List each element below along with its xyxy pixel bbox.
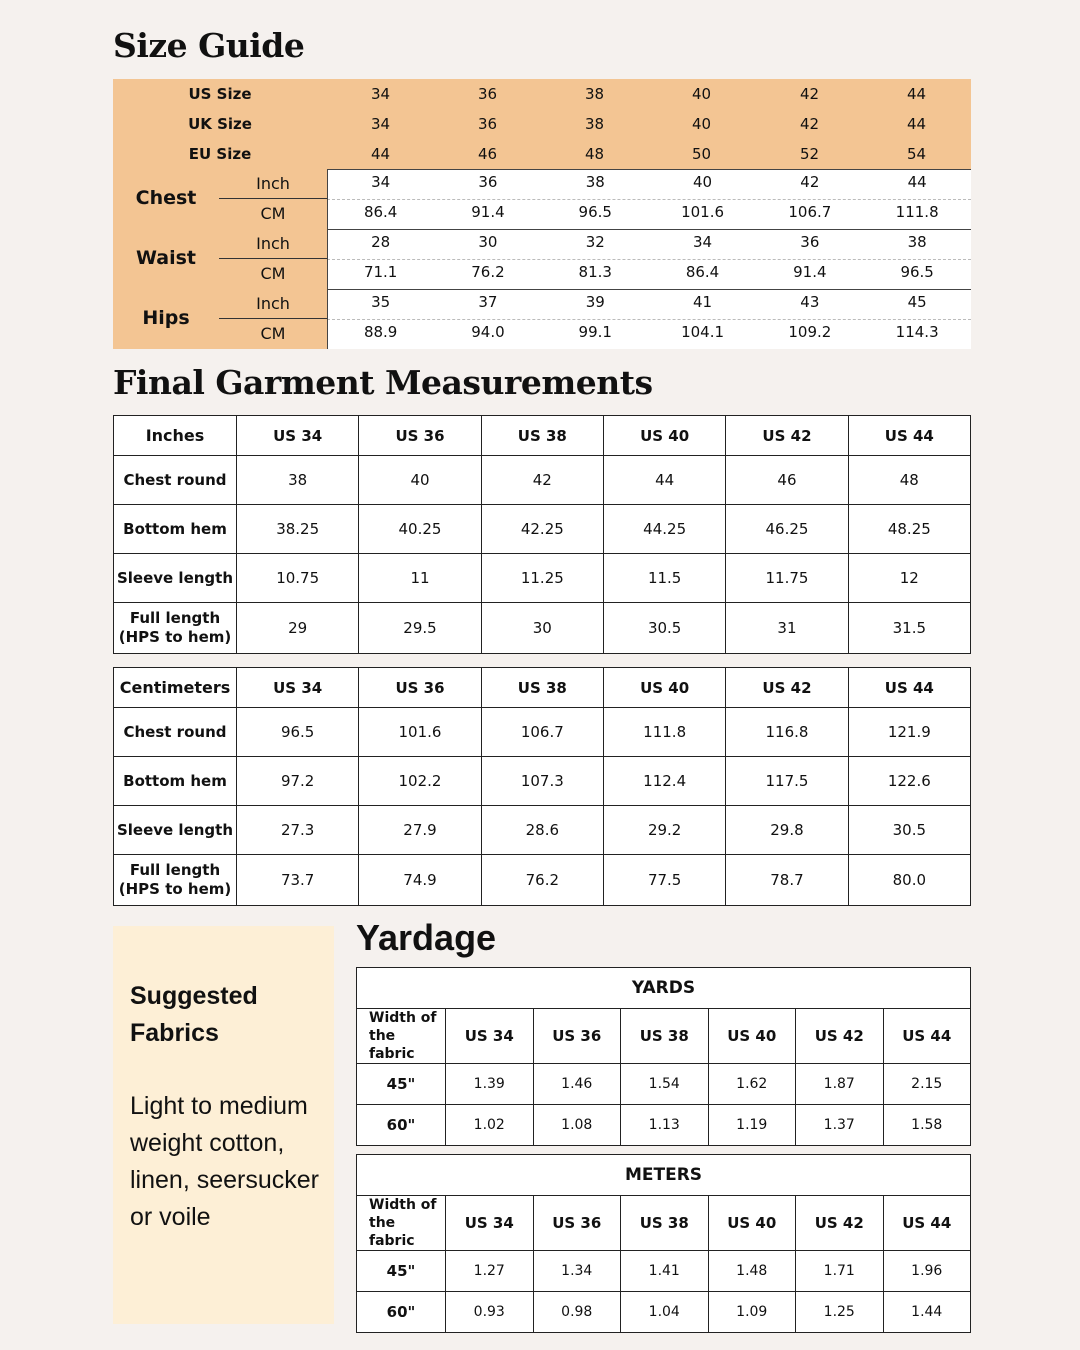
yardage-cell: 1.58 [883,1105,971,1146]
measurement-cell: 96.5 [237,708,359,757]
yardage-cell: 1.46 [533,1064,621,1105]
cm-value: 109.2 [788,323,832,341]
yardage-cell: 0.98 [533,1292,621,1333]
row-divider [327,259,971,260]
table-row [114,505,971,554]
suggested-fabrics-title [130,978,330,1052]
measurement-cell: 107.3 [481,757,603,806]
row-divider [327,319,971,320]
row-label-line: Bottom hem [123,519,227,538]
size-value: 40 [691,85,712,103]
measurement-cell: 42.25 [481,505,603,554]
row-label-line: (HPS to hem) [118,628,232,646]
width-label-line: the fabric [369,1215,415,1249]
measurement-cell: 74.9 [359,855,481,906]
garment-measurements-title: Final Garment Measurements [113,363,653,402]
row-label [114,806,237,855]
cm-value: 104.1 [681,323,725,341]
size-header: US 40 [603,416,725,456]
inch-value: 45 [907,293,927,311]
inch-value: 36 [478,173,498,191]
yardage-title: Yardage [356,917,497,958]
size-value: 42 [799,115,820,133]
inch-value: 30 [478,233,498,251]
column-divider [327,229,328,289]
width-of-fabric-label [357,1009,446,1064]
row-label-line: Full length [129,609,221,627]
row-label-line: Full length [129,861,221,879]
size-header: US 34 [446,1196,534,1251]
measurement-cell: 101.6 [359,708,481,757]
yardage-cell: 1.13 [621,1105,709,1146]
measurement-cell: 10.75 [237,554,359,603]
measurement-cell: 97.2 [237,757,359,806]
inch-value: 40 [692,173,713,191]
size-value: 34 [370,85,391,103]
centimeters-measurement-table [113,667,971,906]
cm-value: 96.5 [900,263,934,281]
measurement-cell: 106.7 [481,708,603,757]
size-header: US 40 [603,668,725,708]
inch-value: 34 [692,233,713,251]
measurement-cell: 102.2 [359,757,481,806]
measurement-cell: 29.2 [603,806,725,855]
table-corner-label: Inches [114,416,237,456]
group-divider [327,229,971,230]
width-of-fabric-label [357,1196,446,1251]
cm-value: 94.0 [471,323,505,341]
measurement-cell: 78.7 [726,855,848,906]
size-value: 34 [370,115,391,133]
table-row [114,757,971,806]
size-guide-table [113,79,971,349]
size-header: US 44 [883,1009,971,1064]
fabric-width-label: 45" [357,1251,446,1292]
size-header: US 40 [708,1196,796,1251]
cm-value: 76.2 [471,263,505,281]
group-divider [327,289,971,290]
table-corner-label: Centimeters [114,668,237,708]
row-label [114,855,237,906]
measurement-group [113,289,971,349]
size-system-label: UK Size [188,115,252,133]
size-header-row [113,79,971,109]
row-label-line: Chest round [123,722,227,741]
size-value: 38 [584,115,605,133]
measurement-cell: 46 [726,456,848,505]
size-header: US 42 [796,1196,884,1251]
row-label-line: (HPS to hem) [118,880,232,898]
inch-value: 41 [692,293,713,311]
size-value: 38 [584,85,605,103]
table-row [114,806,971,855]
yards-table [356,967,971,1146]
group-name: Hips [142,307,190,329]
table-row [357,1064,971,1105]
size-value: 50 [691,145,712,163]
measurement-cell: 38.25 [237,505,359,554]
size-header: US 38 [621,1009,709,1064]
yardage-cell: 1.09 [708,1292,796,1333]
yardage-cell: 1.19 [708,1105,796,1146]
inch-value: 36 [800,233,820,251]
suggested-fabrics-text: Light to medium weight cotton, linen, seersucker or voile [130,1092,319,1231]
yardage-cell: 1.41 [621,1251,709,1292]
cm-value: 81.3 [578,263,612,281]
measurement-cell: 38 [237,456,359,505]
inch-value: 43 [800,293,820,311]
size-header: US 38 [621,1196,709,1251]
inch-value: 38 [585,173,605,191]
column-divider [327,169,328,229]
row-label [114,708,237,757]
measurement-cell: 11.25 [481,554,603,603]
size-header: US 42 [726,668,848,708]
row-label [114,554,237,603]
meters-table [356,1154,971,1333]
measurement-cell: 116.8 [726,708,848,757]
fabric-width-label: 60" [357,1105,446,1146]
measurement-cell: 48 [848,456,970,505]
measurement-cell: 122.6 [848,757,970,806]
inches-measurement-table [113,415,971,654]
size-header: US 34 [446,1009,534,1064]
fabric-width-label: 45" [357,1064,446,1105]
yards-caption: YARDS [357,968,971,1009]
row-label [114,757,237,806]
inch-value: 38 [907,233,927,251]
yardage-cell: 1.39 [446,1064,534,1105]
size-header: US 36 [533,1196,621,1251]
fabrics-title-line: Suggested [130,982,258,1010]
table-row [114,456,971,505]
suggested-fabrics-panel [113,926,334,1324]
cm-value: 96.5 [578,203,612,221]
size-header: US 44 [883,1196,971,1251]
size-header: US 36 [533,1009,621,1064]
yardage-cell: 1.62 [708,1064,796,1105]
measurement-cell: 30.5 [848,806,970,855]
cm-value: 114.3 [895,323,939,341]
size-value: 36 [477,85,498,103]
cm-value: 91.4 [793,263,827,281]
yardage-cell: 1.37 [796,1105,884,1146]
measurement-cell: 30.5 [603,603,725,654]
yardage-cell: 1.34 [533,1251,621,1292]
measurement-cell: 12 [848,554,970,603]
measurement-cell: 112.4 [603,757,725,806]
row-label-line: Bottom hem [123,771,227,790]
table-row [114,708,971,757]
yardage-cell: 1.96 [883,1251,971,1292]
yardage-cell: 1.54 [621,1064,709,1105]
cm-value: 86.4 [685,263,720,281]
row-label-line: Sleeve length [116,568,234,587]
inch-value: 34 [371,173,391,191]
size-system-label: EU Size [188,145,252,163]
inch-value: 35 [371,293,391,311]
row-label [114,603,237,654]
measurement-cell: 29.8 [726,806,848,855]
size-guide-title: Size Guide [113,26,305,65]
measurement-cell: 11 [359,554,481,603]
measurement-cell: 31.5 [848,603,970,654]
measurement-cell: 40.25 [359,505,481,554]
row-label-line: Chest round [123,470,227,489]
unit-label: Inch [256,174,290,193]
size-header: US 34 [237,416,359,456]
fabric-width-label: 60" [357,1292,446,1333]
measurement-group [113,229,971,289]
size-value: 44 [370,145,391,163]
size-value: 42 [799,85,820,103]
size-header: US 36 [359,668,481,708]
size-value: 48 [584,145,605,163]
measurement-cell: 31 [726,603,848,654]
inch-value: 28 [371,233,391,251]
yardage-cell: 1.27 [446,1251,534,1292]
yardage-cell: 1.08 [533,1105,621,1146]
table-row [357,1105,971,1146]
group-label-cell [113,169,327,229]
group-label-cell [113,289,327,349]
size-header: US 38 [481,668,603,708]
table-row [357,1251,971,1292]
measurement-cell: 28.6 [481,806,603,855]
unit-label: CM [260,264,286,283]
group-name: Waist [135,247,196,269]
measurement-cell: 27.3 [237,806,359,855]
yardage-cell: 1.71 [796,1251,884,1292]
yardage-cell: 2.15 [883,1064,971,1105]
measurement-cell: 111.8 [603,708,725,757]
measurement-cell: 48.25 [848,505,970,554]
measurement-cell: 11.75 [726,554,848,603]
yardage-cell: 1.44 [883,1292,971,1333]
yardage-cell: 1.25 [796,1292,884,1333]
unit-label: Inch [256,234,290,253]
group-divider [327,169,971,170]
table-row [114,855,971,906]
row-label [114,456,237,505]
unit-label: Inch [256,294,290,313]
yardage-cell: 0.93 [446,1292,534,1333]
width-label-line: Width of [369,1010,437,1026]
cm-value: 71.1 [363,263,398,281]
cm-value: 91.4 [471,203,505,221]
inch-value: 39 [585,293,605,311]
cm-value: 99.1 [578,323,612,341]
size-header: US 44 [848,416,970,456]
table-row [114,554,971,603]
size-header-row [113,139,971,169]
measurement-cell: 29.5 [359,603,481,654]
size-value: 36 [477,115,498,133]
row-divider [327,199,971,200]
measurement-cell: 80.0 [848,855,970,906]
meters-caption: METERS [357,1155,971,1196]
width-label-line: the fabric [369,1028,415,1062]
measurement-cell: 73.7 [237,855,359,906]
measurement-cell: 11.5 [603,554,725,603]
unit-label: CM [260,324,286,343]
measurement-cell: 29 [237,603,359,654]
cm-value: 111.8 [895,203,939,221]
size-value: 44 [906,85,927,103]
unit-label: CM [260,204,286,223]
size-system-label: US Size [188,85,252,103]
inch-value: 37 [478,293,498,311]
group-name: Chest [135,187,197,209]
size-header: US 34 [237,668,359,708]
measurement-cell: 40 [359,456,481,505]
size-header: US 38 [481,416,603,456]
size-header: US 36 [359,416,481,456]
size-value: 46 [477,145,498,163]
cm-value: 106.7 [788,203,832,221]
size-value: 52 [799,145,820,163]
measurement-cell: 30 [481,603,603,654]
measurement-cell: 77.5 [603,855,725,906]
row-label [114,505,237,554]
row-label-line: Sleeve length [116,820,234,839]
group-label-cell [113,229,327,289]
fabrics-title-line: Fabrics [130,1019,219,1047]
column-divider [327,289,328,349]
cm-value: 101.6 [681,203,725,221]
inch-value: 42 [800,173,820,191]
yardage-cell: 1.87 [796,1064,884,1105]
inch-value: 32 [585,233,605,251]
size-header: US 40 [708,1009,796,1064]
size-value: 40 [691,115,712,133]
table-row [357,1292,971,1333]
measurement-group [113,169,971,229]
measurement-cell: 42 [481,456,603,505]
yardage-cell: 1.04 [621,1292,709,1333]
size-header: US 42 [796,1009,884,1064]
measurement-cell: 76.2 [481,855,603,906]
inch-value: 44 [907,173,927,191]
cm-value: 88.9 [363,323,398,341]
measurement-cell: 46.25 [726,505,848,554]
size-header-row [113,109,971,139]
yardage-cell: 1.02 [446,1105,534,1146]
yardage-cell: 1.48 [708,1251,796,1292]
measurement-cell: 27.9 [359,806,481,855]
measurement-cell: 121.9 [848,708,970,757]
table-row [114,603,971,654]
measurement-cell: 44.25 [603,505,725,554]
cm-value: 86.4 [363,203,398,221]
measurement-cell: 44 [603,456,725,505]
size-header: US 42 [726,416,848,456]
width-label-line: Width of [369,1197,437,1213]
size-value: 44 [906,115,927,133]
size-header: US 44 [848,668,970,708]
size-value: 54 [906,145,927,163]
measurement-cell: 117.5 [726,757,848,806]
